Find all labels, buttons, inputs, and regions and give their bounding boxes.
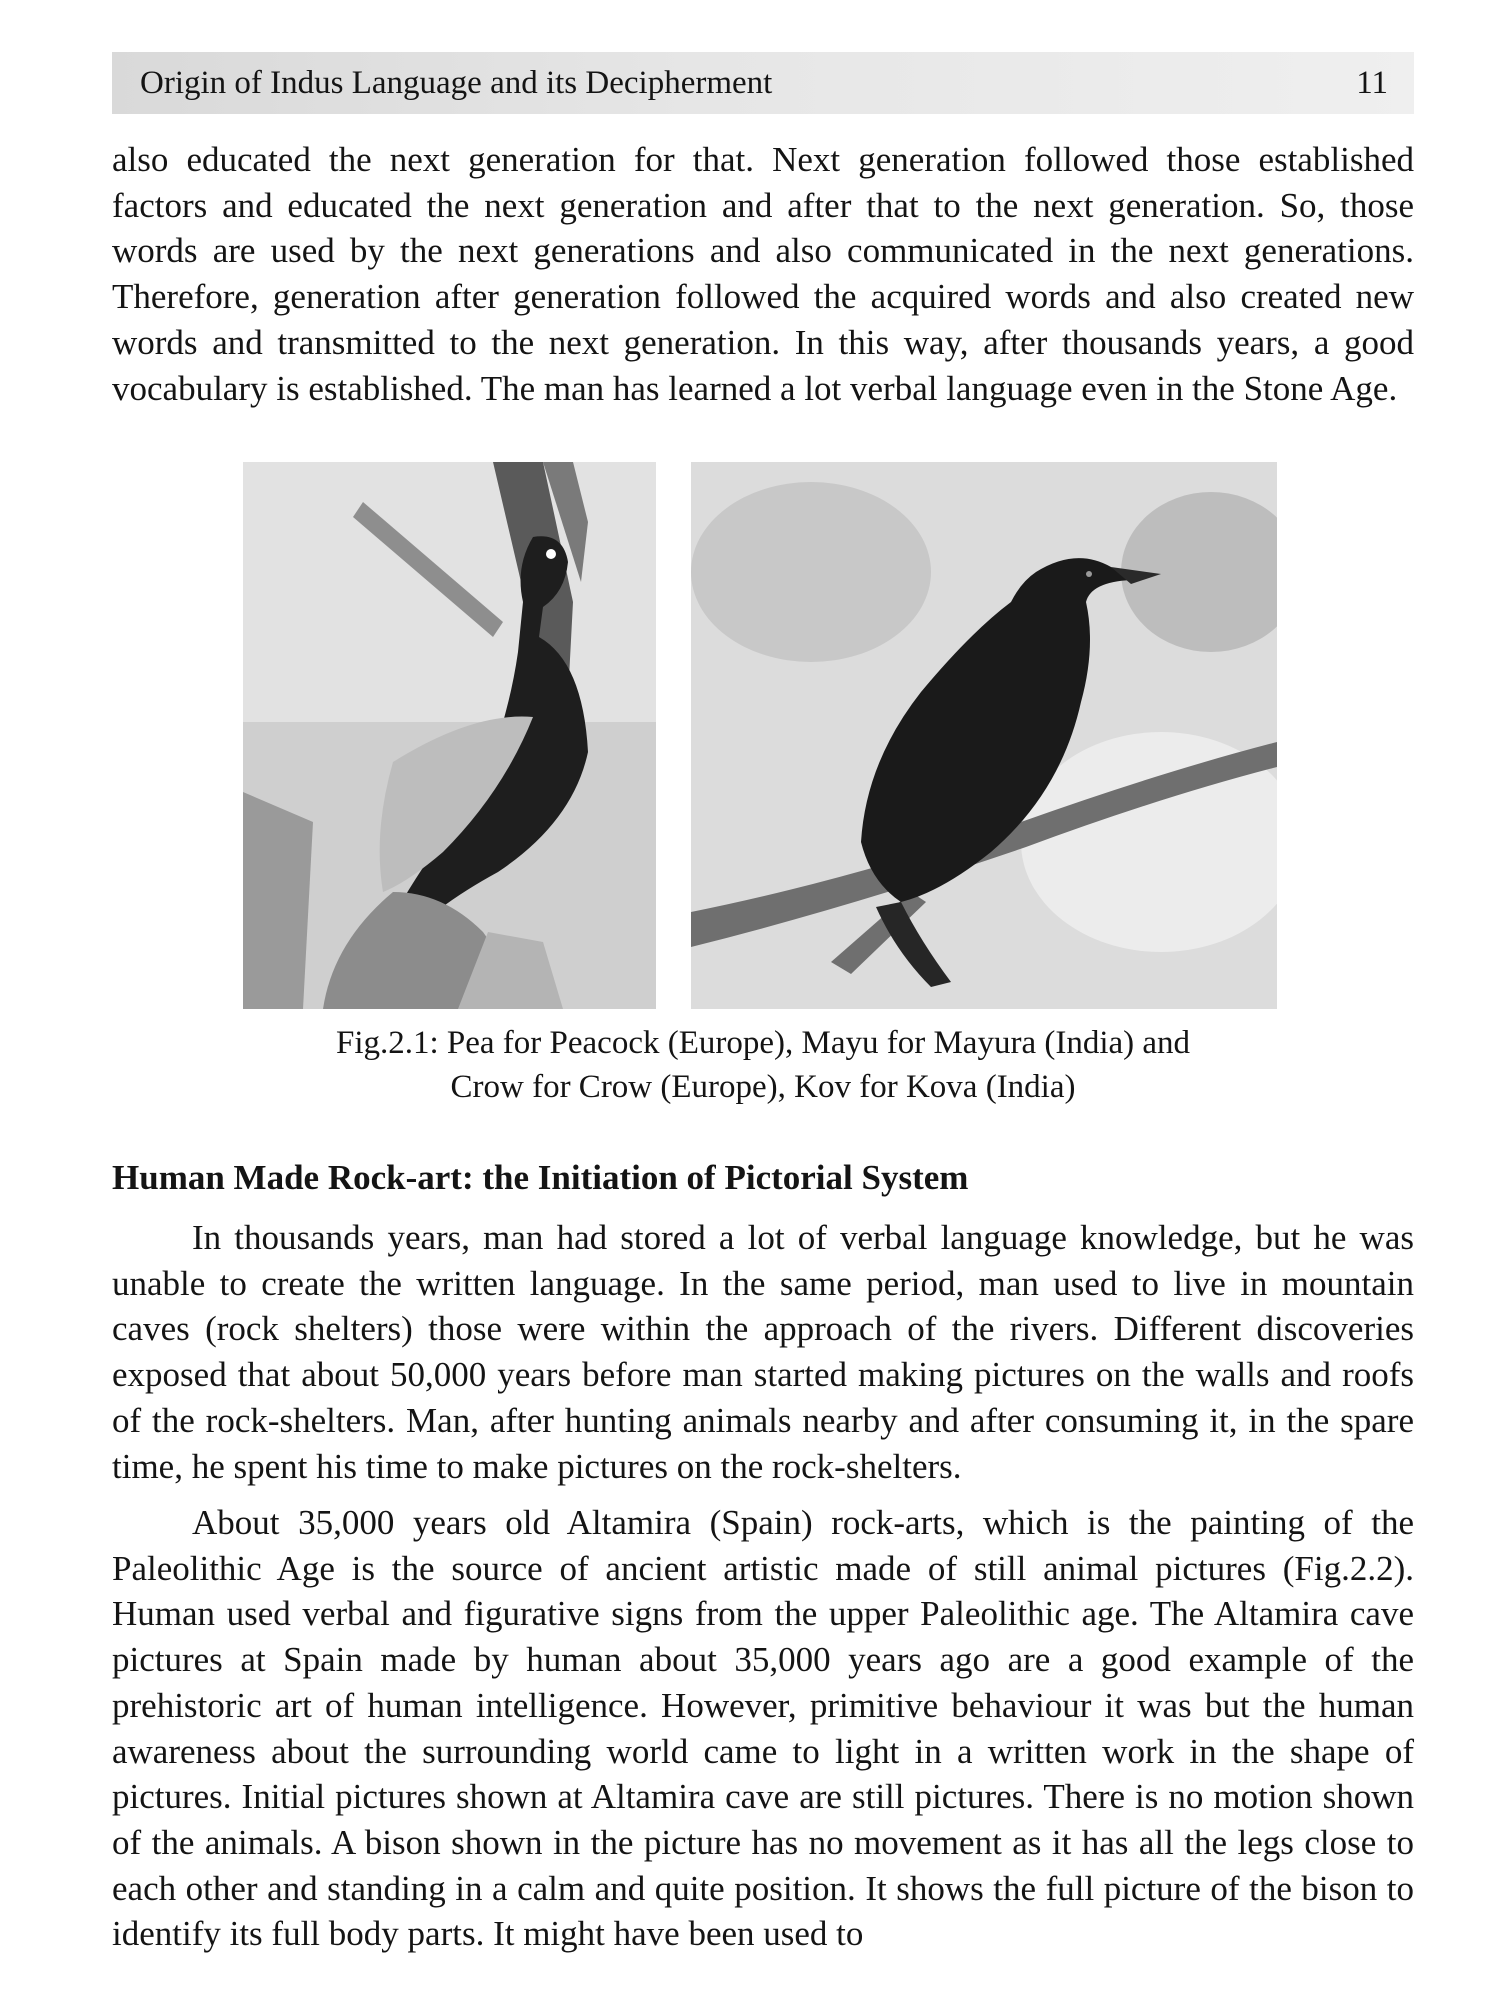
figure-2-1 <box>243 462 1277 1009</box>
section-heading: Human Made Rock-art: the Initiation of Pictorial System <box>112 1158 969 1197</box>
peacock-illustration <box>243 462 656 1009</box>
paragraph-altamira: About 35,000 years old Altamira (Spain) rock-arts, which is the painting of the Paleolithic Age is the source of ancient artistic made of still animal pictures (Fig.2.2). Human used verbal and figurative signs from the upper Paleolithic age. The Altamira cave pictures at Spain made by human about 35,000 years ago are a good example of the prehistoric art of human intelligence. However, primitive behaviour it was but the human awareness about the surrounding world came to light in a written work in the shape of pictures. Initial pictures shown at Altamira cave are still pictures. There is no motion shown of the animals. A bison shown in the picture has no movement as it has all the legs close to each other and standing in a calm and quite position. It shows the full picture of the bison to identify its full body parts. It might have been used to <box>112 1503 1414 1954</box>
page-number: 11 <box>1356 64 1388 101</box>
running-header <box>112 52 1414 114</box>
crow-photo <box>691 462 1277 1009</box>
crow-illustration <box>691 462 1277 1009</box>
peacock-photo <box>243 462 656 1009</box>
figure-caption <box>112 1021 1414 1109</box>
figure-caption-line-2: Crow for Crow (Europe), Kov for Kova (India) <box>450 1069 1076 1105</box>
running-header-title: Origin of Indus Language and its Decipherment <box>140 64 773 101</box>
figure-caption-line-1: Fig.2.1: Pea for Peacock (Europe), Mayu for Mayura (India) and <box>335 1025 1191 1061</box>
paragraph-rock-shelters: In thousands years, man had stored a lot of verbal language knowledge, but he was unable to create the written language. In the same period, man used to live in mountain caves (rock shelters) those were within the approach of the rivers. Different discoveries exposed that about 50,000 years before man started making pictures on the walls and roofs of the rock-shelters. Man, after hunting animals nearby and after consuming it, in the spare time, he spent his time to make pictures on the rock-shelters. <box>112 1218 1414 1486</box>
paragraph-vocabulary: also educated the next generation for that. Next generation followed those established factors and educated the next generation and after that to the next generation. So, those words are used by the next generations and also communicated in the next generations. Therefore, generation after generation followed the acquired words and also created new words and transmitted to the next generation. In this way, after thousands years, a good vocabulary is established. The man has learned a lot verbal language even in the Stone Age. <box>112 140 1414 408</box>
